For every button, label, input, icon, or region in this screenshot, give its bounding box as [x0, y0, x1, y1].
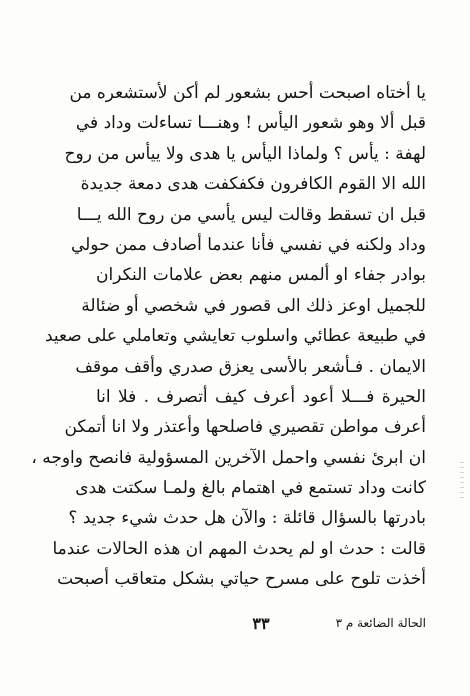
page-number: ٣٣ — [252, 614, 270, 633]
text-line-9: في طبيعة عطائي واسلوب تعايشي وتعاملي على صعيد — [44, 326, 426, 347]
text-line-14: كانت وداد تستمع في اهتمام بالغ ولمـا سكتت هدى — [75, 478, 426, 499]
text-line-17: أخذت تلوح على مسرح حياتي بشكل متعاقب أصبحت — [57, 569, 426, 590]
text-line-3: لهفة : يأس ؟ ولماذا اليأس يا هدى ولا ييأس من روح — [64, 143, 426, 164]
text-line-2: قبل ألا وهو شعور اليأس ! وهنـــا تساءلت وداد في — [75, 113, 426, 134]
text-line-5: قبل ان تسقط وقالت ليس يأسي من روح الله يـــا — [76, 204, 426, 225]
text-line-1: يا أختاه اصبحت أحس بشعور لم أكن لأستشعره من — [69, 83, 426, 103]
running-title: الحالة الضائعة م ٣ — [335, 616, 426, 630]
text-line-7: بوادر جفاء او ألمس منهم بعض علامات النكران — [96, 265, 426, 286]
scan-edge-marks — [460, 462, 464, 502]
text-line-13: ان ابرئ نفسي واحمل الآخرين المسؤولية فانصح واوجه ، — [31, 447, 426, 468]
text-line-6: وداد ولكنه في نفسي فأنا عندما أصادف ممن حولي — [70, 234, 426, 255]
text-line-10: الايمان . فـأشعر بالأسى يعزق صدري وأقف موقف — [75, 356, 426, 377]
body-text — [31, 78, 426, 595]
text-line-16: قالت : حدث او لم يحدث المهم ان هذه الحالات عندما — [52, 538, 426, 559]
text-line-4: الله الا القوم الكافرون فكفكفت هدى دمعة جديدة — [80, 174, 426, 195]
text-line-11: الحيرة فـــلا أعود أعرف كيف أتصرف . فلا انا — [96, 386, 426, 407]
text-line-8: للجميل اوعز ذلك الى قصور في شخصي أو ضئالة — [81, 295, 426, 316]
text-line-15: بادرتها بالسؤال قائلة : والآن هل حدث شيء جديد ؟ — [68, 508, 426, 529]
text-line-12: أعرف مواطن تقصيري فاصلحها وأعتذر ولا انا أتمكن — [64, 417, 426, 438]
page-footer — [96, 614, 426, 638]
